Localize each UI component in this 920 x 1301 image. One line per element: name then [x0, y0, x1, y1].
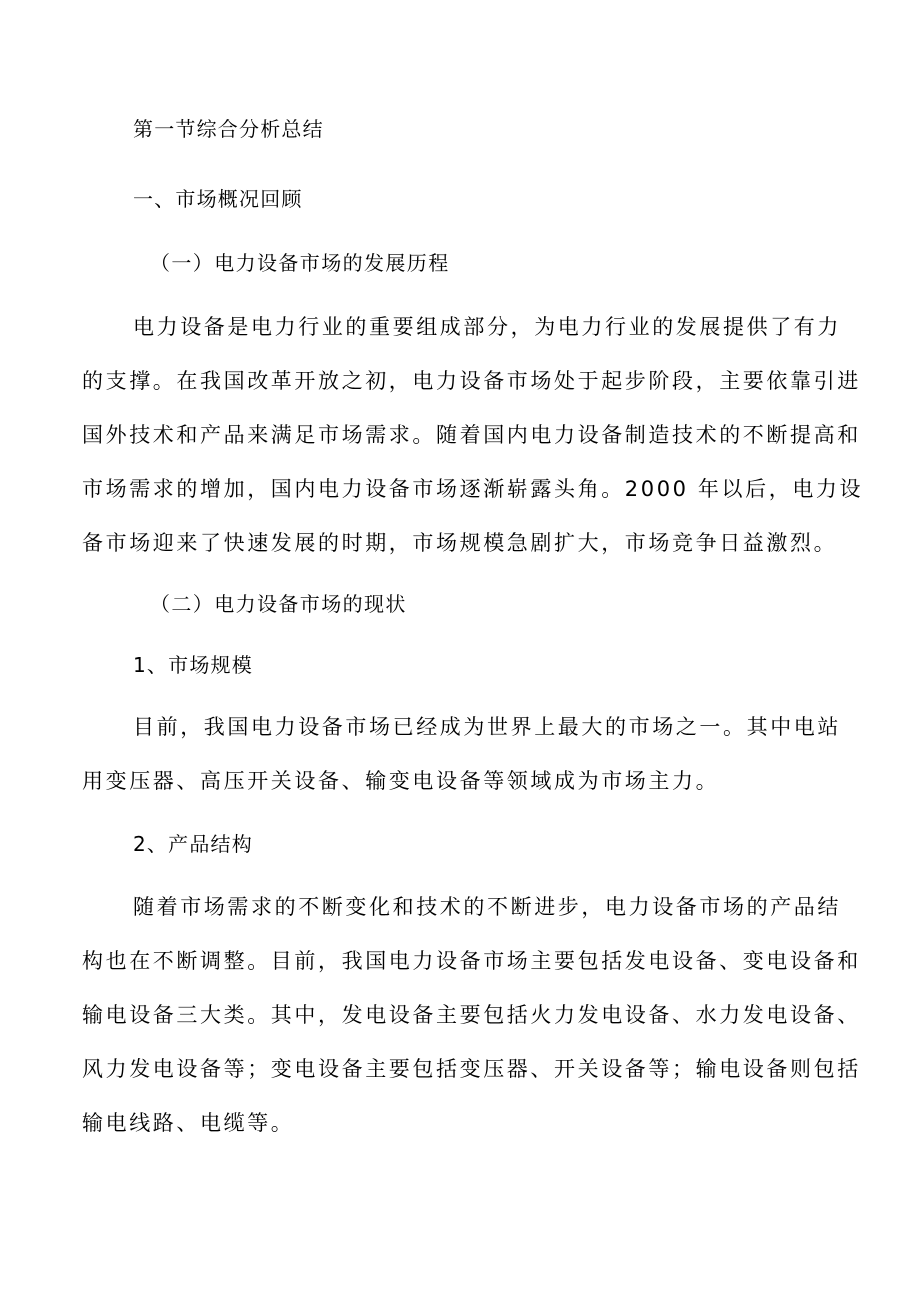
paragraph-1-line-2: 的支撑。在我国改革开放之初，电力设备市场处于起步阶段，主要依靠引进	[82, 369, 861, 393]
item-market-size: 1、市场规模	[133, 653, 253, 677]
paragraph-1-line-5: 备市场迎来了快速发展的时期，市场规模急剧扩大，市场竞争日益激烈。	[82, 531, 838, 555]
paragraph-3-line-1: 随着市场需求的不断变化和技术的不断进步，电力设备市场的产品结	[133, 895, 841, 919]
paragraph-1-line-4: 市场需求的增加，国内电力设备市场逐渐崭露头角。2000 年以后，电力设	[82, 477, 864, 501]
item-product-structure: 2、产品结构	[133, 832, 253, 856]
section-title: 第一节综合分析总结	[133, 117, 324, 141]
subheading-current-status: （二）电力设备市场的现状	[150, 592, 407, 616]
paragraph-1-line-3: 国外技术和产品来满足市场需求。随着国内电力设备制造技术的不断提高和	[82, 423, 861, 447]
heading-market-overview: 一、市场概况回顾	[133, 187, 303, 211]
paragraph-2-line-1: 目前，我国电力设备市场已经成为世界上最大的市场之一。其中电站	[133, 715, 841, 739]
paragraph-2-line-2: 用变压器、高压开关设备、输变电设备等领域成为市场主力。	[82, 769, 720, 793]
paragraph-1-line-1: 电力设备是电力行业的重要组成部分，为电力行业的发展提供了有力	[133, 315, 841, 339]
paragraph-3-line-2: 构也在不断调整。目前，我国电力设备市场主要包括发电设备、变电设备和	[82, 949, 861, 973]
paragraph-3-line-4: 风力发电设备等；变电设备主要包括变压器、开关设备等；输电设备则包括	[82, 1057, 861, 1081]
subheading-development-history: （一）电力设备市场的发展历程	[150, 251, 450, 275]
paragraph-3-line-3: 输电设备三大类。其中，发电设备主要包括火力发电设备、水力发电设备、	[82, 1003, 861, 1027]
paragraph-3-line-5: 输电线路、电缆等。	[82, 1111, 295, 1135]
